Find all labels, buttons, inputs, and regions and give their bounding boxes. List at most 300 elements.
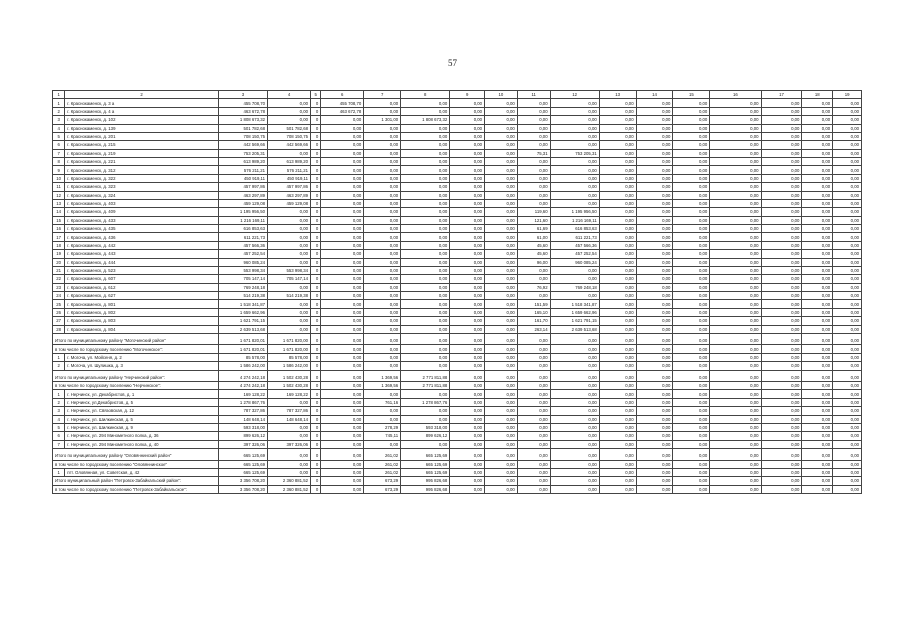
- value-cell: 0,00: [321, 440, 364, 448]
- value-cell: 0,00: [802, 449, 833, 461]
- value-cell: 0,00: [802, 199, 833, 207]
- value-cell: 0,00: [550, 477, 599, 485]
- value-cell: 0: [311, 317, 321, 325]
- value-cell: 761,16: [364, 398, 401, 406]
- value-cell: 0,00: [321, 216, 364, 224]
- value-cell: 0,00: [636, 124, 673, 132]
- value-cell: 593 318,00: [401, 423, 450, 431]
- value-cell: 0,00: [599, 166, 636, 174]
- value-cell: 0,00: [517, 116, 550, 124]
- address-cell: г. Краснокаменск, д. 102: [65, 116, 219, 124]
- value-cell: 0,00: [636, 166, 673, 174]
- value-cell: 0,00: [833, 300, 862, 308]
- value-cell: 0,00: [833, 283, 862, 291]
- row-index-cell: 19: [53, 250, 65, 258]
- row-index-cell: 5: [53, 423, 65, 431]
- value-cell: 0,00: [517, 345, 550, 353]
- value-cell: 0,00: [450, 398, 485, 406]
- value-cell: 0,00: [802, 225, 833, 233]
- value-cell: 665 125,69: [218, 449, 267, 461]
- value-cell: 0,00: [268, 99, 311, 107]
- value-cell: 0,00: [599, 183, 636, 191]
- value-cell: 0,00: [268, 208, 311, 216]
- value-cell: 0,00: [761, 258, 802, 266]
- row-index-cell: 1: [53, 353, 65, 361]
- value-cell: 0,00: [550, 292, 599, 300]
- value-cell: 0,00: [550, 362, 599, 370]
- value-cell: 0,00: [517, 275, 550, 283]
- value-cell: 0,00: [401, 166, 450, 174]
- value-cell: 2 639 513,68: [218, 325, 267, 333]
- value-cell: 0,00: [802, 317, 833, 325]
- value-cell: 0,00: [761, 225, 802, 233]
- table-row: [53, 208, 862, 216]
- value-cell: 0,00: [833, 116, 862, 124]
- value-cell: 0,00: [673, 325, 710, 333]
- value-cell: 0,00: [802, 266, 833, 274]
- value-cell: 0,00: [485, 300, 518, 308]
- value-cell: 0,00: [450, 415, 485, 423]
- value-cell: 0,00: [599, 300, 636, 308]
- value-cell: 0,00: [636, 266, 673, 274]
- value-cell: 0,00: [636, 116, 673, 124]
- value-cell: 0: [311, 208, 321, 216]
- value-cell: 745,11: [364, 432, 401, 440]
- value-cell: 0,00: [364, 99, 401, 107]
- value-cell: 0,00: [599, 468, 636, 476]
- value-cell: 0: [311, 166, 321, 174]
- value-cell: 0,00: [550, 116, 599, 124]
- value-cell: 0,00: [761, 460, 802, 468]
- value-cell: 0,00: [401, 132, 450, 140]
- value-cell: 0,00: [450, 449, 485, 461]
- value-cell: 0: [311, 468, 321, 476]
- column-header: 7: [364, 91, 401, 99]
- value-cell: 0,00: [710, 199, 761, 207]
- value-cell: 2 771 811,88: [401, 382, 450, 390]
- value-cell: 0,00: [673, 449, 710, 461]
- value-cell: 0,00: [364, 174, 401, 182]
- value-cell: 0,00: [599, 477, 636, 485]
- value-cell: 0,00: [550, 382, 599, 390]
- value-cell: 0,00: [802, 300, 833, 308]
- table-row: [53, 233, 862, 241]
- value-cell: 0,00: [802, 99, 833, 107]
- value-cell: 0,00: [710, 423, 761, 431]
- value-cell: 0,00: [710, 250, 761, 258]
- value-cell: 165,10: [517, 308, 550, 316]
- value-cell: 0,00: [550, 132, 599, 140]
- value-cell: 0,00: [599, 362, 636, 370]
- value-cell: 753 205,31: [218, 149, 267, 157]
- value-cell: 459 129,08: [218, 199, 267, 207]
- value-cell: 0,00: [401, 158, 450, 166]
- value-cell: 0,00: [268, 233, 311, 241]
- value-cell: 501 782,68: [218, 124, 267, 132]
- value-cell: 0,00: [802, 308, 833, 316]
- value-cell: 0,00: [364, 415, 401, 423]
- value-cell: 0,00: [802, 477, 833, 485]
- value-cell: 0,00: [802, 415, 833, 423]
- value-cell: 0,00: [673, 250, 710, 258]
- value-cell: 0,00: [401, 317, 450, 325]
- value-cell: 0,00: [833, 325, 862, 333]
- value-cell: 0,00: [450, 460, 485, 468]
- table-row: [53, 468, 862, 476]
- value-cell: 0,00: [833, 317, 862, 325]
- value-cell: 0,00: [710, 353, 761, 361]
- value-cell: 0: [311, 199, 321, 207]
- value-cell: 0,00: [599, 99, 636, 107]
- row-index-cell: 17: [53, 233, 65, 241]
- address-cell: г. Краснокаменск, д. 433: [65, 216, 219, 224]
- value-cell: 1 621 791,15: [550, 317, 599, 325]
- column-header: 19: [833, 91, 862, 99]
- value-cell: 0,00: [833, 258, 862, 266]
- value-cell: 0,00: [517, 423, 550, 431]
- value-cell: 0,00: [833, 107, 862, 115]
- value-cell: 0,00: [450, 124, 485, 132]
- value-cell: 0,00: [485, 132, 518, 140]
- value-cell: 3 356 708,20: [218, 485, 267, 493]
- value-cell: 0,00: [450, 225, 485, 233]
- value-cell: 0,00: [401, 440, 450, 448]
- value-cell: 0,00: [761, 183, 802, 191]
- table-row: [53, 398, 862, 406]
- value-cell: 665 125,69: [401, 460, 450, 468]
- value-cell: 0,00: [761, 353, 802, 361]
- value-cell: 0,00: [833, 124, 862, 132]
- value-cell: 0,00: [485, 440, 518, 448]
- value-cell: 0,00: [710, 258, 761, 266]
- value-cell: 0,00: [321, 390, 364, 398]
- value-cell: 0,00: [710, 166, 761, 174]
- value-cell: 0,00: [401, 415, 450, 423]
- value-cell: 0,00: [401, 362, 450, 370]
- value-cell: 0,00: [450, 141, 485, 149]
- value-cell: 278,29: [364, 423, 401, 431]
- value-cell: 0: [311, 432, 321, 440]
- value-cell: 0,00: [636, 99, 673, 107]
- value-cell: 0,00: [599, 124, 636, 132]
- value-cell: 0,00: [364, 158, 401, 166]
- value-cell: 0,00: [364, 317, 401, 325]
- value-cell: 0,00: [761, 250, 802, 258]
- value-cell: 0,00: [550, 191, 599, 199]
- value-cell: 0,00: [710, 390, 761, 398]
- value-cell: 0,00: [517, 415, 550, 423]
- value-cell: 665 125,69: [401, 449, 450, 461]
- value-cell: 0,00: [833, 183, 862, 191]
- value-cell: 0,00: [636, 415, 673, 423]
- value-cell: 0,00: [710, 183, 761, 191]
- value-cell: 0,00: [364, 345, 401, 353]
- value-cell: 0,00: [599, 317, 636, 325]
- value-cell: 0,00: [673, 460, 710, 468]
- address-cell: г. Краснокаменск, д. 323: [65, 183, 219, 191]
- value-cell: 0: [311, 241, 321, 249]
- value-cell: 0,00: [485, 317, 518, 325]
- value-cell: 0,00: [550, 468, 599, 476]
- value-cell: 0,00: [550, 333, 599, 345]
- value-cell: 0,00: [485, 216, 518, 224]
- table-header: [53, 91, 862, 99]
- value-cell: 0,00: [517, 191, 550, 199]
- value-cell: 0,00: [833, 174, 862, 182]
- value-cell: 0,00: [450, 440, 485, 448]
- value-cell: 0,00: [761, 325, 802, 333]
- value-cell: 2 360 881,52: [268, 477, 311, 485]
- value-cell: 0,00: [636, 382, 673, 390]
- value-cell: 0,00: [710, 440, 761, 448]
- value-cell: 450 919,11: [268, 174, 311, 182]
- value-cell: 1 195 956,50: [550, 208, 599, 216]
- value-cell: 0,00: [710, 266, 761, 274]
- address-cell: г. Краснокаменск, д. 215: [65, 141, 219, 149]
- address-cell: г. Краснокаменск, д. 4 а: [65, 107, 219, 115]
- value-cell: 0,00: [636, 308, 673, 316]
- value-cell: 0,00: [550, 124, 599, 132]
- value-cell: 0,00: [710, 191, 761, 199]
- value-cell: 0: [311, 99, 321, 107]
- address-cell: г. Краснокаменск, д. 612: [65, 283, 219, 291]
- value-cell: 0,00: [636, 149, 673, 157]
- value-cell: 753 205,31: [550, 149, 599, 157]
- value-cell: 0,00: [833, 216, 862, 224]
- value-cell: 0,00: [321, 468, 364, 476]
- value-cell: 0,00: [636, 250, 673, 258]
- value-cell: 0,00: [450, 370, 485, 382]
- row-index-cell: 23: [53, 283, 65, 291]
- value-cell: 455 708,70: [218, 99, 267, 107]
- table-row: [53, 423, 862, 431]
- value-cell: 0,00: [599, 174, 636, 182]
- value-cell: 0,00: [761, 199, 802, 207]
- value-cell: 0,00: [833, 353, 862, 361]
- value-cell: 0,00: [550, 407, 599, 415]
- value-cell: 0,00: [550, 449, 599, 461]
- value-cell: 0,00: [673, 292, 710, 300]
- value-cell: 0,00: [321, 333, 364, 345]
- table-body: [53, 99, 862, 494]
- value-cell: 708 150,75: [218, 132, 267, 140]
- value-cell: 0: [311, 460, 321, 468]
- value-cell: 0,00: [485, 250, 518, 258]
- column-header: 17: [761, 91, 802, 99]
- value-cell: 0,00: [802, 107, 833, 115]
- value-cell: 0,00: [517, 432, 550, 440]
- value-cell: 0,00: [802, 468, 833, 476]
- value-cell: 0,00: [364, 308, 401, 316]
- value-cell: 0,00: [833, 99, 862, 107]
- value-cell: 0,00: [802, 166, 833, 174]
- value-cell: 0,00: [673, 398, 710, 406]
- value-cell: 0,00: [599, 116, 636, 124]
- value-cell: 0,00: [833, 158, 862, 166]
- table-row: [53, 216, 862, 224]
- value-cell: 0,00: [321, 308, 364, 316]
- value-cell: 0,00: [599, 485, 636, 493]
- header-row: [53, 91, 862, 99]
- settlement-subtotal-row: [53, 345, 862, 353]
- value-cell: 0,00: [321, 233, 364, 241]
- value-cell: 0,00: [761, 390, 802, 398]
- value-cell: 0,00: [450, 233, 485, 241]
- value-cell: 0,00: [517, 183, 550, 191]
- value-cell: 0: [311, 116, 321, 124]
- value-cell: 0,00: [485, 241, 518, 249]
- table-row: [53, 158, 862, 166]
- value-cell: 0,00: [673, 407, 710, 415]
- value-cell: 960 085,24: [218, 258, 267, 266]
- value-cell: 616 853,63: [550, 225, 599, 233]
- value-cell: 0,00: [802, 258, 833, 266]
- value-cell: 0,00: [710, 158, 761, 166]
- value-cell: 0,00: [450, 308, 485, 316]
- value-cell: 4 274 242,18: [218, 382, 267, 390]
- value-cell: 0,00: [802, 333, 833, 345]
- value-cell: 0,00: [268, 398, 311, 406]
- register-table: [52, 90, 862, 494]
- value-cell: 0,00: [673, 283, 710, 291]
- address-cell: г. Нерчинск, ул.Декабристов, д. 5: [65, 398, 219, 406]
- value-cell: 0,00: [550, 440, 599, 448]
- value-cell: 463 297,89: [218, 191, 267, 199]
- value-cell: 0,00: [485, 432, 518, 440]
- value-cell: 0,00: [761, 141, 802, 149]
- value-cell: 0,00: [761, 382, 802, 390]
- value-cell: 457 252,54: [550, 250, 599, 258]
- value-cell: 0,00: [401, 250, 450, 258]
- value-cell: 0,00: [673, 158, 710, 166]
- value-cell: 0,00: [761, 440, 802, 448]
- value-cell: 0,00: [517, 370, 550, 382]
- value-cell: 0,00: [599, 216, 636, 224]
- value-cell: 0,00: [673, 132, 710, 140]
- value-cell: 0,00: [517, 292, 550, 300]
- value-cell: 1 301,00: [364, 116, 401, 124]
- value-cell: 0,00: [268, 317, 311, 325]
- value-cell: 261,02: [364, 449, 401, 461]
- value-cell: 0,00: [485, 353, 518, 361]
- address-cell: г. Краснокаменск, д. 442: [65, 241, 219, 249]
- value-cell: 0,00: [450, 158, 485, 166]
- value-cell: 769 248,18: [218, 283, 267, 291]
- value-cell: 0,00: [599, 233, 636, 241]
- table-row: [53, 191, 862, 199]
- value-cell: 0: [311, 292, 321, 300]
- value-cell: 611 221,73: [218, 233, 267, 241]
- value-cell: 1 621 791,15: [218, 317, 267, 325]
- address-cell: г. Краснокаменск, д. 523: [65, 266, 219, 274]
- table-row: [53, 141, 862, 149]
- value-cell: 0,00: [833, 292, 862, 300]
- value-cell: 0: [311, 345, 321, 353]
- value-cell: 1 216 169,11: [550, 216, 599, 224]
- value-cell: 0: [311, 132, 321, 140]
- district-total-row: [53, 333, 862, 345]
- value-cell: 0,00: [636, 208, 673, 216]
- address-cell: г. Краснокаменск, д. 444: [65, 258, 219, 266]
- value-cell: 0,00: [550, 415, 599, 423]
- value-cell: 0,00: [364, 183, 401, 191]
- value-cell: 0,00: [550, 432, 599, 440]
- value-cell: 0,00: [450, 390, 485, 398]
- value-cell: 0,00: [599, 325, 636, 333]
- value-cell: 0,00: [833, 440, 862, 448]
- value-cell: 0,00: [550, 174, 599, 182]
- value-cell: 0,00: [802, 275, 833, 283]
- value-cell: 0,00: [364, 292, 401, 300]
- table-row: [53, 440, 862, 448]
- row-index-cell: 3: [53, 407, 65, 415]
- value-cell: 0,00: [802, 440, 833, 448]
- value-cell: 1 195 956,50: [218, 208, 267, 216]
- value-cell: 0,00: [268, 283, 311, 291]
- value-cell: 0,00: [450, 432, 485, 440]
- value-cell: 0,00: [636, 390, 673, 398]
- row-index-cell: 18: [53, 241, 65, 249]
- value-cell: 0,00: [450, 266, 485, 274]
- value-cell: 0,00: [833, 250, 862, 258]
- value-cell: 899 626,12: [218, 432, 267, 440]
- value-cell: 45,60: [517, 250, 550, 258]
- value-cell: 0,00: [802, 460, 833, 468]
- value-cell: 0,00: [321, 415, 364, 423]
- value-cell: 0,00: [833, 308, 862, 316]
- value-cell: 0,00: [268, 432, 311, 440]
- value-cell: 673,29: [364, 485, 401, 493]
- table-row: [53, 124, 862, 132]
- value-cell: 0,00: [450, 216, 485, 224]
- value-cell: 0,00: [802, 407, 833, 415]
- value-cell: 0,00: [833, 468, 862, 476]
- value-cell: 0,00: [710, 460, 761, 468]
- value-cell: 85 578,00: [218, 353, 267, 361]
- value-cell: 0,00: [636, 225, 673, 233]
- value-cell: 0,00: [710, 382, 761, 390]
- row-index-cell: 1: [53, 99, 65, 107]
- value-cell: 0,00: [673, 308, 710, 316]
- value-cell: 0,00: [673, 149, 710, 157]
- page-number: 57: [448, 58, 457, 68]
- value-cell: 0,00: [761, 191, 802, 199]
- row-index-cell: 20: [53, 258, 65, 266]
- value-cell: 0,00: [401, 275, 450, 283]
- value-cell: 0,00: [761, 370, 802, 382]
- value-cell: 0: [311, 382, 321, 390]
- value-cell: 0,00: [710, 292, 761, 300]
- value-cell: 0,00: [485, 390, 518, 398]
- table-row: [53, 317, 862, 325]
- value-cell: 0,00: [761, 449, 802, 461]
- table-row: [53, 258, 862, 266]
- value-cell: 0: [311, 440, 321, 448]
- address-cell: г. Нерчинск, ул. Декабристов, д. 1: [65, 390, 219, 398]
- value-cell: 0,00: [599, 158, 636, 166]
- value-cell: 0,00: [401, 233, 450, 241]
- value-cell: 0,00: [485, 107, 518, 115]
- row-index-cell: 16: [53, 225, 65, 233]
- value-cell: 0,00: [364, 166, 401, 174]
- value-cell: 0,00: [761, 308, 802, 316]
- address-cell: г. Краснокаменск, д. 436: [65, 233, 219, 241]
- value-cell: 0,00: [485, 468, 518, 476]
- value-cell: 0,00: [485, 460, 518, 468]
- value-cell: 0,00: [401, 292, 450, 300]
- table-row: [53, 300, 862, 308]
- table-row: [53, 174, 862, 182]
